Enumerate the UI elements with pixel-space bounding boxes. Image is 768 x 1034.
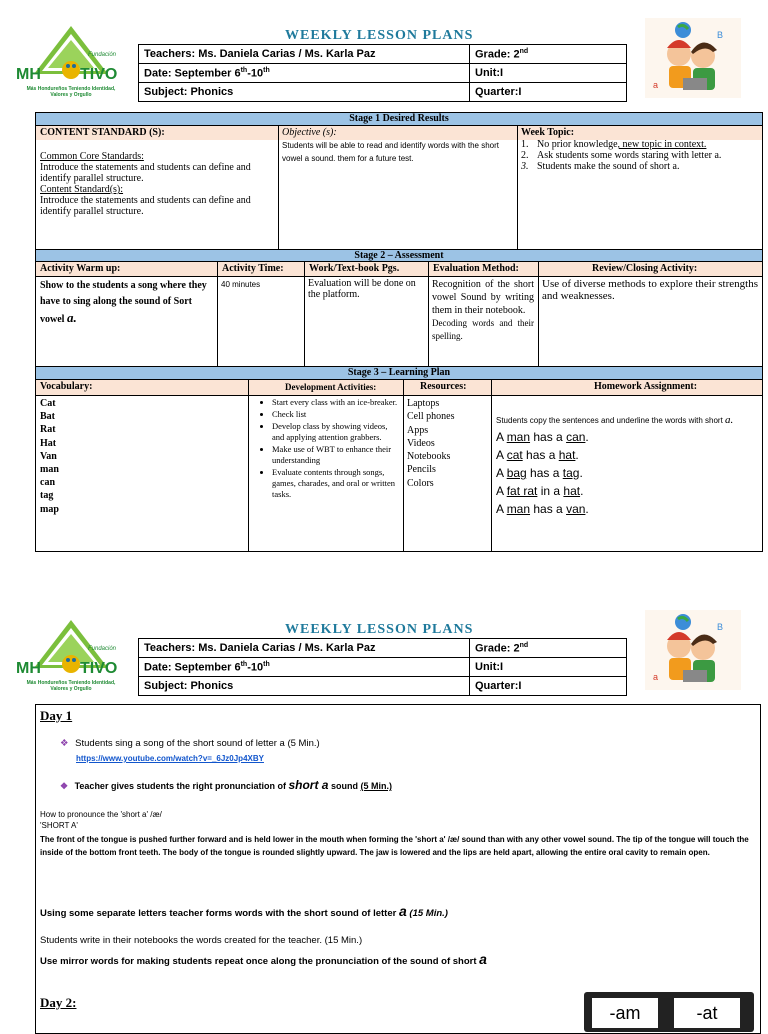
- pronunciation-paragraph: The front of the tongue is pushed further forward and is held lower in the mouth when forming the 'short a' /æ/ sound than with any other vowel sound. The tip of the tongue will touch the inside of the bottom front teeth. The body of the tongue is rounded slightly upward. The jaw is lowered and the lips are held apart, allowing the entire oral cavity to remain open.: [40, 835, 749, 857]
- content-standard-heading: CONTENT STANDARD (S):: [40, 127, 165, 138]
- card-am: -am: [592, 998, 658, 1028]
- stage1-band: Stage 1 Desired Results: [35, 112, 763, 126]
- homework-sentence: A fat rat in a hat.: [496, 484, 584, 498]
- vocab-word: map: [40, 503, 59, 515]
- date-cell: Date: September 6th-10th: [139, 64, 470, 83]
- content-standards-label: Content Standard(s):: [40, 184, 124, 195]
- day2-heading: Day 2:: [40, 995, 77, 1010]
- resource-item: Colors: [407, 477, 434, 489]
- objective-text: Students will be able to read and identify words with the short vowel a sound. them for a future test.: [282, 141, 500, 163]
- word-family-cards: [584, 992, 754, 1032]
- resource-item: Apps: [407, 424, 429, 436]
- quarter-cell: Quarter:I: [470, 677, 627, 696]
- vocab-word: man: [40, 464, 59, 476]
- objective-column: [282, 127, 512, 165]
- work-text: Evaluation will be done on the platform.: [308, 278, 416, 300]
- activities-header: Development Activities:: [285, 382, 377, 392]
- time-header: Activity Time:: [222, 263, 284, 274]
- activity-time: 40 minutes: [221, 280, 261, 289]
- common-core-text: Introduce the statements and students can define and identify parallel structure.: [40, 162, 251, 184]
- grade-cell: Grade: 2nd: [470, 45, 627, 64]
- content-standards-text: Introduce the statements and students can define and identify parallel structure.: [40, 195, 251, 217]
- vocab-word: Cat: [40, 398, 56, 409]
- homework-sentence: A bag has a tag.: [496, 466, 583, 480]
- logo-tagline: Más Hondureños Teniendo Identidad, Valores y Orgullo: [26, 680, 116, 692]
- svg-text:B: B: [717, 622, 724, 632]
- common-core-label: Common Core Standards:: [40, 151, 144, 162]
- review-header: Review/Closing Activity:: [592, 263, 698, 274]
- day-plan-box: [35, 704, 761, 1034]
- work-header: Work/Text-book Pgs.: [309, 263, 400, 274]
- vocab-word: Rat: [40, 424, 56, 436]
- logo-tagline: Más Hondureños Teniendo Identidad, Valores y Orgullo: [26, 86, 116, 98]
- school-logo-page2: [16, 616, 126, 696]
- stage3-section: [35, 366, 763, 552]
- teachers-cell: Teachers: Ms. Daniela Carias / Ms. Karla Paz: [139, 639, 470, 658]
- teachers-cell: Teachers: Ms. Daniela Carias / Ms. Karla Paz: [139, 45, 470, 64]
- homework-intro: Students copy the sentences and underline the words with short a.: [496, 414, 734, 426]
- bullet-song: ❖ Students sing a song of the short sound of letter a (5 Min.): [60, 738, 320, 749]
- resources-list: [407, 397, 455, 490]
- logo-brand-right: TIVO: [80, 660, 118, 677]
- homework-sentence: A cat has a hat.: [496, 448, 579, 462]
- stage2-band: Stage 2 – Assessment: [35, 249, 763, 262]
- homework-column: [496, 413, 760, 518]
- logo-small: Fundación: [88, 646, 117, 652]
- activity-item: • Make use of WBT to enhance their understanding: [272, 444, 400, 466]
- evaluation-header: Evaluation Method:: [433, 263, 519, 274]
- activity-item: • Evaluate contents through songs, games, charades, and oral or written tasks.: [272, 467, 400, 500]
- vocabulary-list: [40, 397, 59, 516]
- stage2-section: [35, 249, 763, 367]
- objective-heading: Objective (s):: [282, 127, 337, 138]
- vocab-word: can: [40, 477, 55, 489]
- how-to-lines: [40, 809, 162, 831]
- kids-illustration-2: [645, 610, 741, 690]
- stage3-band: Stage 3 – Learning Plan: [35, 366, 763, 380]
- homework-sentence: A man has a can.: [496, 430, 589, 444]
- page-title-2: WEEKLY LESSON PLANS: [285, 622, 474, 637]
- vocabulary-header: Vocabulary:: [40, 381, 93, 392]
- evaluation-text: Recognition of the short vowel Sound by writing them in their notebook. Decoding words and their spelling.: [432, 279, 534, 341]
- diamond-bullet-icon: ❖: [60, 738, 69, 749]
- subject-cell: Subject: Phonics: [139, 677, 470, 696]
- header-table-2: [138, 638, 627, 696]
- vocab-word: Bat: [40, 411, 55, 423]
- activity-item: • Check list: [272, 409, 400, 420]
- card-at: -at: [674, 998, 740, 1028]
- week-topic-heading: Week Topic:: [521, 127, 575, 138]
- line-notebooks: Students write in their notebooks the words created for the teacher. (15 Min.): [40, 935, 363, 946]
- unit-cell: Unit:I: [470, 64, 627, 83]
- vocab-word: Hat: [40, 437, 57, 449]
- week-topic-item: 1. No prior knowledge, new topic in context.: [521, 139, 707, 150]
- week-topic-list: [521, 139, 759, 172]
- logo-brand-right: TIVO: [80, 66, 118, 83]
- resource-item: Laptops: [407, 398, 440, 409]
- school-logo: [16, 22, 126, 102]
- week-topic-column: [521, 127, 759, 172]
- resource-item: Notebooks: [407, 451, 451, 463]
- day1-heading: Day 1: [40, 708, 73, 723]
- logo-brand-left: MH: [16, 66, 41, 83]
- svg-text:a: a: [653, 80, 659, 90]
- warmup-header: Activity Warm up:: [40, 263, 121, 274]
- logo-brand-left: MH: [16, 660, 41, 677]
- grade-cell: Grade: 2nd: [470, 639, 627, 658]
- svg-text:a: a: [653, 672, 659, 682]
- quarter-cell: Quarter:I: [470, 83, 627, 102]
- page-title: WEEKLY LESSON PLANS: [285, 28, 474, 43]
- vocab-word: tag: [40, 490, 54, 502]
- subject-cell: Subject: Phonics: [139, 83, 470, 102]
- how-to-line: How to pronounce the 'short a' /æ/: [40, 810, 162, 819]
- resource-item: Pencils: [407, 464, 436, 476]
- vocab-word: Van: [40, 450, 57, 462]
- warmup-text: Show to the students a song where they have to sing along the sound of Sort vowel a.: [40, 280, 207, 325]
- header-table: [138, 44, 627, 102]
- line-separate-letters: Using some separate letters teacher forms words with the short sound of letter a (15 Min.): [40, 903, 448, 919]
- resources-header: Resources:: [420, 381, 467, 392]
- youtube-link[interactable]: https://www.youtube.com/watch?v=_6Jz0Jp4XBY: [76, 754, 264, 763]
- unit-cell: Unit:I: [470, 658, 627, 677]
- how-to-line: 'SHORT A': [40, 821, 78, 830]
- stage1-section: [35, 112, 763, 250]
- kids-illustration: [645, 18, 741, 98]
- activities-list: [258, 397, 400, 500]
- activity-item: • Develop class by showing videos, and applying attention grabbers.: [272, 421, 400, 443]
- homework-header: Homework Assignment:: [594, 381, 698, 392]
- bullet-pronunciation: ❖ Teacher gives students the right pronunciation of short a sound (5 Min.): [60, 778, 392, 792]
- resource-item: Cell phones: [407, 411, 455, 423]
- week-topic-item: 2. Ask students some words staring with letter a.: [521, 150, 722, 161]
- logo-small: Fundación: [88, 52, 117, 58]
- svg-text:B: B: [717, 30, 724, 40]
- content-standard-column: [40, 127, 276, 217]
- review-text: Use of diverse methods to explore their strengths and weaknesses.: [542, 278, 758, 302]
- week-topic-item: 3. Students make the sound of short a.: [521, 161, 680, 172]
- line-mirror-words: Use mirror words for making students repeat once along the pronunciation of the sound of short a: [40, 951, 487, 967]
- resource-item: Videos: [407, 437, 435, 449]
- diamond-bullet-icon: ❖: [60, 781, 69, 791]
- activity-item: • Start every class with an ice-breaker.: [272, 397, 400, 408]
- homework-sentence: A man has a van.: [496, 502, 589, 516]
- date-cell: Date: September 6th-10th: [139, 658, 470, 677]
